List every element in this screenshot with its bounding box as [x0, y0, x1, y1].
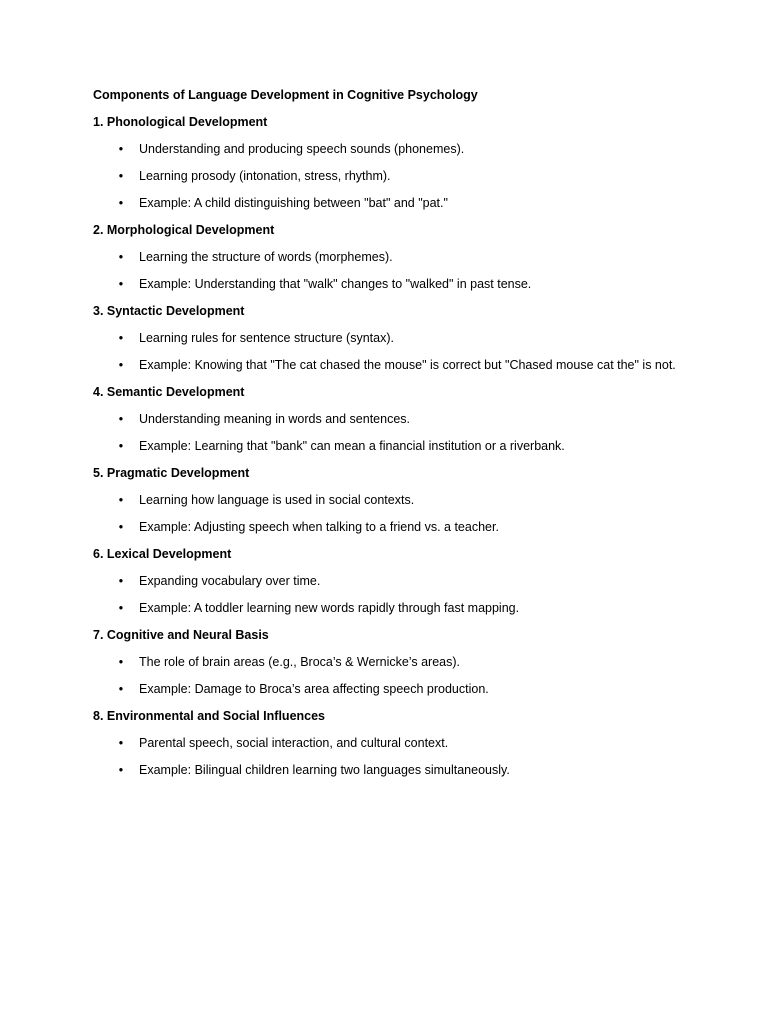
bullet-icon: • [118, 358, 124, 372]
section-heading: 3. Syntactic Development [93, 304, 245, 318]
bullet-list [93, 411, 683, 455]
bullet-list [93, 249, 683, 293]
document-title: Components of Language Development in Cognitive Psychology [93, 88, 478, 102]
bullet-list [93, 492, 683, 536]
section-heading: 7. Cognitive and Neural Basis [93, 628, 269, 642]
list-item-text: Example: Knowing that "The cat chased the mouse" is correct but "Chased mouse cat the" is not. [139, 358, 676, 372]
list-item [93, 168, 683, 185]
list-item-text: Learning rules for sentence structure (syntax). [139, 331, 394, 345]
bullet-icon: • [118, 412, 124, 426]
list-item-text: Example: A toddler learning new words rapidly through fast mapping. [139, 601, 520, 615]
section-heading: 6. Lexical Development [93, 547, 232, 561]
bullet-icon: • [118, 763, 124, 777]
list-item [93, 681, 683, 698]
list-item [93, 249, 683, 266]
bullet-icon: • [118, 439, 124, 453]
list-item-text: Example: Understanding that "walk" changes to "walked" in past tense. [139, 277, 532, 291]
list-item [93, 276, 683, 293]
bullet-icon: • [118, 655, 124, 669]
list-item [93, 330, 683, 347]
bullet-list [93, 654, 683, 698]
bullet-list [93, 141, 683, 212]
bullet-icon: • [118, 169, 124, 183]
bullet-icon: • [118, 520, 124, 534]
list-item-text: Example: A child distinguishing between "bat" and "pat." [139, 196, 448, 210]
bullet-list [93, 330, 683, 374]
section-semantic [93, 384, 683, 455]
list-item-text: Example: Learning that "bank" can mean a financial institution or a riverbank. [139, 439, 565, 453]
section-morphological [93, 222, 683, 293]
list-item-text: Parental speech, social interaction, and cultural context. [139, 736, 449, 750]
bullet-icon: • [118, 142, 124, 156]
list-item [93, 519, 683, 536]
list-item-text: Learning prosody (intonation, stress, rhythm). [139, 169, 391, 183]
list-item [93, 195, 683, 212]
bullet-icon: • [118, 250, 124, 264]
section-syntactic [93, 303, 683, 374]
section-heading: 2. Morphological Development [93, 223, 275, 237]
list-item [93, 438, 683, 455]
section-heading: 4. Semantic Development [93, 385, 245, 399]
bullet-icon: • [118, 493, 124, 507]
list-item-text: Understanding meaning in words and sentences. [139, 412, 411, 426]
section-phonological [93, 114, 683, 212]
bullet-icon: • [118, 277, 124, 291]
list-item [93, 141, 683, 158]
section-heading: 1. Phonological Development [93, 115, 268, 129]
list-item [93, 492, 683, 509]
list-item [93, 654, 683, 671]
bullet-icon: • [118, 196, 124, 210]
list-item [93, 357, 683, 374]
list-item-text: Learning the structure of words (morphemes). [139, 250, 393, 264]
bullet-icon: • [118, 601, 124, 615]
list-item [93, 762, 683, 779]
bullet-icon: • [118, 682, 124, 696]
section-heading: 8. Environmental and Social Influences [93, 709, 326, 723]
list-item-text: Expanding vocabulary over time. [139, 574, 321, 588]
bullet-icon: • [118, 574, 124, 588]
list-item-text: Learning how language is used in social contexts. [139, 493, 415, 507]
bullet-icon: • [118, 736, 124, 750]
list-item-text: The role of brain areas (e.g., Broca’s & Wernicke’s areas). [139, 655, 460, 669]
list-item [93, 573, 683, 590]
list-item-text: Understanding and producing speech sounds (phonemes). [139, 142, 465, 156]
list-item [93, 735, 683, 752]
bullet-list [93, 735, 683, 779]
list-item [93, 411, 683, 428]
section-heading: 5. Pragmatic Development [93, 466, 250, 480]
list-item [93, 600, 683, 617]
bullet-list [93, 573, 683, 617]
list-item-text: Example: Bilingual children learning two languages simultaneously. [139, 763, 510, 777]
section-cognitive-neural [93, 627, 683, 698]
section-environmental-social [93, 708, 683, 779]
document-body [93, 87, 683, 789]
bullet-icon: • [118, 331, 124, 345]
list-item-text: Example: Damage to Broca’s area affecting speech production. [139, 682, 489, 696]
section-pragmatic [93, 465, 683, 536]
list-item-text: Example: Adjusting speech when talking to a friend vs. a teacher. [139, 520, 499, 534]
section-lexical [93, 546, 683, 617]
